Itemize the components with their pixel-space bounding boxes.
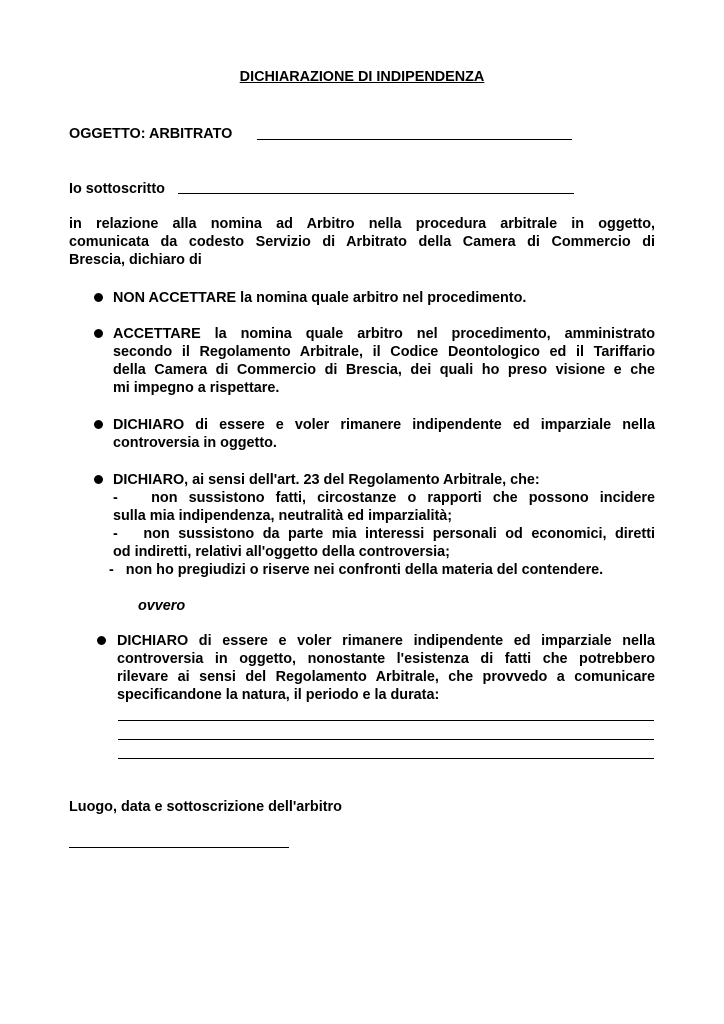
text-line: DICHIARO di essere e voler rimanere indipendente ed imparziale nella [113,417,655,433]
sottoscritto-label: Io sottoscritto [69,181,165,197]
sub-item-line: sulla mia indipendenza, neutralità ed imparzialità; [113,508,453,524]
sub-item-line: - non ho pregiudizi o riserve nei confronti della materia del contendere. [109,562,604,578]
text-line: mi impegno a rispettare. [113,380,280,396]
intro-line: Brescia, dichiaro di [69,252,202,268]
ovvero-label: ovvero [138,598,186,614]
text-line: DICHIARO di essere e voler rimanere indipendente ed imparziale nella [117,633,655,649]
text-line: secondo il Regolamento Arbitrale, il Codice Deontologico ed il Tariffario [113,344,655,360]
bullet-icon [97,636,106,645]
option-dichiaro-art23 [113,471,655,561]
text-line: ACCETTARE la nomina quale arbitro nel procedimento, amministrato [113,326,655,342]
text-line: DICHIARO, ai sensi dell'art. 23 del Regolamento Arbitrale, che: [113,472,540,488]
luogo-data-label: Luogo, data e sottoscrizione dell'arbitro [69,799,342,815]
text-line: controversia in oggetto. [113,435,277,451]
document-title: DICHIARAZIONE DI INDIPENDENZA [239,69,485,85]
option-accettare [113,325,655,397]
bullet-icon [94,475,103,484]
intro-line: in relazione alla nomina ad Arbitro nella procedura arbitrale in oggetto, [69,216,655,232]
intro-line: comunicata da codesto Servizio di Arbitrato della Camera di Commercio di [69,234,655,250]
text-line: controversia in oggetto, nonostante l'esistenza di fatti che potrebbero [117,651,655,667]
signature-line[interactable] [69,847,289,848]
sub-item-line: - non sussistono fatti, circostanze o rapporti che possono incidere [113,490,655,506]
option-dichiaro-indipendente [113,416,655,452]
bullet-icon [94,329,103,338]
text-line: della Camera di Commercio di Brescia, dei quali ho preso visione e che [113,362,655,378]
oggetto-field[interactable] [257,139,572,140]
disclosure-line-1[interactable] [118,720,654,721]
disclosure-line-3[interactable] [118,758,654,759]
disclosure-line-2[interactable] [118,739,654,740]
option-dichiaro-nonostante [117,632,655,704]
bullet-icon [94,420,103,429]
sub-item-line: - non sussistono da parte mia interessi personali od economici, diretti [113,526,655,542]
sub-item-line: od indiretti, relativi all'oggetto della controversia; [113,544,450,560]
text-line: specificandone la natura, il periodo e la durata: [117,687,440,703]
intro-paragraph [69,215,655,269]
bullet-icon [94,293,103,302]
sottoscritto-field[interactable] [178,193,574,194]
text-line: rilevare ai sensi del Regolamento Arbitrale, che provvedo a comunicare [117,669,655,685]
oggetto-label: OGGETTO: ARBITRATO [69,126,233,142]
option-non-accettare: NON ACCETTARE la nomina quale arbitro nel procedimento. [113,290,527,306]
